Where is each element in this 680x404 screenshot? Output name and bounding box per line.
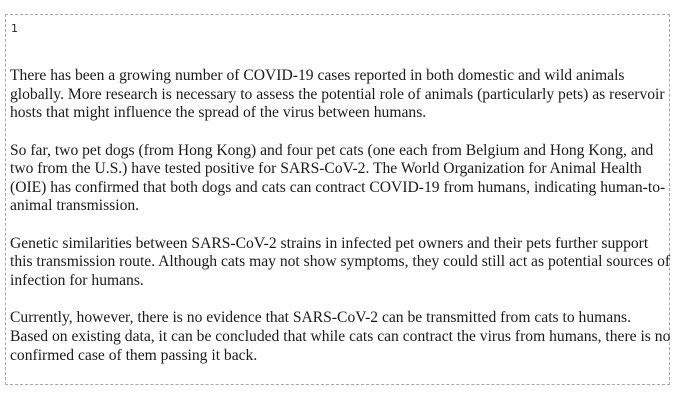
paragraph-genetic-similarities: Genetic similarities between SARS-CoV-2 strains in infected pet owners and their pets further support this transmission route. Although cats may not show symptoms, they could still act as potential sources of infection for humans. <box>10 234 671 289</box>
paragraph-animal-cases: There has been a growing number of COVID-19 cases reported in both domestic and wild animals globally. More research is necessary to assess the potential role of animals (particularly pets) as reservoir hosts that might influence the spread of the virus between humans. <box>10 67 665 122</box>
paragraph-pet-positive-tests: So far, two pet dogs (from Hong Kong) and four pet cats (one each from Belgium and Hong Kong, and two from the U.S.) have tested positive for SARS-CoV-2. The World Organization for Animal Health (OIE) has confirmed that both dogs and cats can contract COVID-19 from humans, indicating human-to-animal transmission. <box>10 141 666 215</box>
text-frame <box>5 14 670 385</box>
page-number: 1 <box>11 22 18 35</box>
paragraph-no-evidence: Currently, however, there is no evidence that SARS-CoV-2 can be transmitted from cats to humans. Based on existing data, it can be concluded that while cats can contract the virus from humans, there is no confirmed case of them passing it back. <box>10 309 671 364</box>
document-body <box>10 67 672 365</box>
